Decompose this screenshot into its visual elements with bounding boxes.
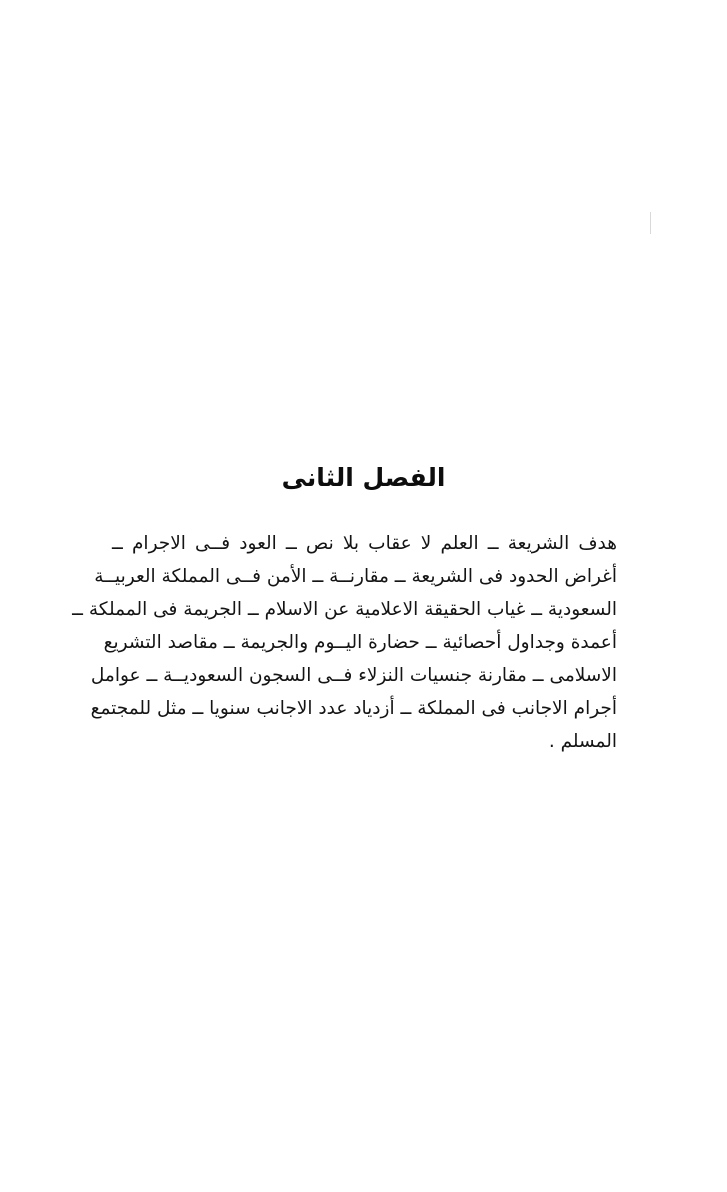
summary-line: أجرام الاجانب فى المملكة ــ أزدياد عدد الاجانب سنويا ــ مثل للمجتمع — [90, 698, 617, 719]
scan-artifact — [650, 212, 651, 234]
summary-line: أعمدة وجداول أحصائية ــ حضارة اليــوم والجريمة ــ مقاصد التشريع — [103, 632, 617, 653]
chapter-title: الفصل الثانى — [281, 463, 446, 492]
summary-line: السعودية ــ غياب الحقيقة الاعلامية عن الاسلام ــ الجريمة فى المملكة ــ — [72, 599, 617, 620]
chapter-summary — [72, 527, 617, 758]
summary-line: هدف الشريعة ــ العلم لا عقاب بلا نص ــ العود فــى الاجرام ــ — [112, 533, 617, 554]
summary-line: الاسلامى ــ مقارنة جنسيات النزلاء فــى السجون السعوديــة ــ عوامل — [90, 665, 617, 686]
summary-line: المسلم . — [548, 731, 617, 752]
summary-line: أغراض الحدود فى الشريعة ــ مقارنــة ــ الأمن فــى المملكة العربيــة — [94, 566, 617, 587]
